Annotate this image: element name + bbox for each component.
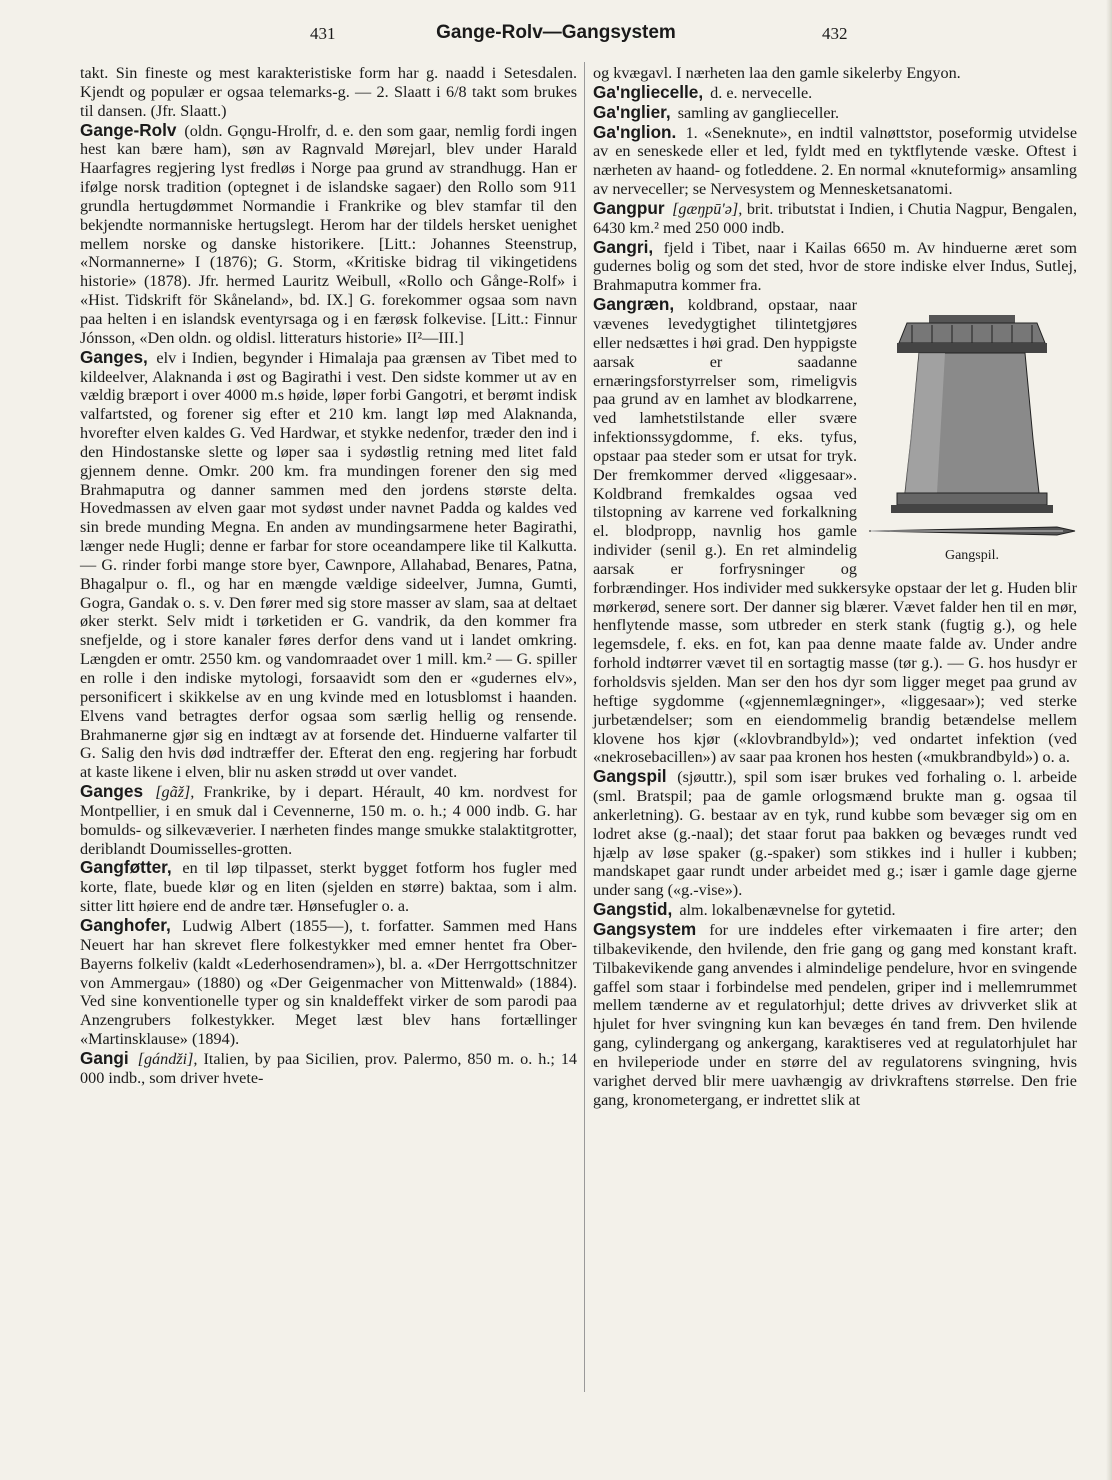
- column-divider: [584, 62, 585, 1392]
- figure-caption: Gangspil.: [944, 548, 1000, 564]
- headword: Gangi: [80, 1047, 129, 1068]
- capstan-figure: [867, 309, 1077, 567]
- capstan-base: [897, 493, 1047, 505]
- continued-text: takt. Sin fineste og mest karakteristiske form har g. naadd i Setesdalen. Kjendt og populær er ogsaa telemarks-g. — 2. Slaatt i 6/8 takt som brukes til dansen. (Jfr. Slaatt.): [80, 64, 577, 120]
- capstan-foot: [891, 505, 1053, 513]
- entry-text: fjeld i Tibet, naar i Kailas 6650 m. Av hinduerne æret som gudernes bolig og som det sted, hvor de store indiske elver Indus, Sutlej, Brahmaputra kommer fra.: [593, 238, 1078, 295]
- entry-text: koldbrand, opstaar, naar vævenes levedygtighet tilintetgjøres eller nedsættes i høi grad. Den hyppigste aarsak er saadanne ernæringsforstyrrelser som, rimeligvis paa grund av en lamhet av blodkarrene, ved lamhetstilstande eller svære infektionssygdomme, f. eks. tyfus, opstaar paa steder som er utsat for tryk. Der fremkommer derved «liggesaar». Koldbrand fremkaldes ogsaa ved tilstopning av karrene ved forkalkning el. blodpropp, navnlig hos gamle individer (senil g.). En ret almindelig aarsak er forfrysninger og forbrændinger. Hos individer med sukkersyke opstaar der let g. Huden blir mørkerød, senere sort. Der danner sig blærer. Vævet falder hen til en mør, henflytende masse, som utbreder en sterk stank (fugtig g.), og hele legemsdele, f. eks. en fot, kan paa denne maate falde av. Under andre forhold indtørrer vævet til en sortagtig masse (tør g.). — G. hos husdyr er forholdsvis sjelden. Man ser den hos dyr som ligger meget paa grund av heftige sygdomme («gjennemlægninger», «liggesaar»); ved sterke jurbetændelser; som en eiendommelig brandig betændelse mellem klovene hos kjør («klovbrandbyld»); ved ondartet infektion (ved «nekrosebacillen») av saar paa kronen hos hesten («mukbrandbyld») o. a.: [593, 296, 1077, 767]
- entry-gangri: [593, 238, 1077, 296]
- capstan-top: [929, 315, 1015, 323]
- entry-text: alm. lokalbenævnelse for gytetid.: [679, 901, 896, 920]
- entry-text: Frankrike, by i depart. Hérault, 40 km. nordvest for Montpellier, i en smuk dal i Cevennerne, 150 m. o. h.; 4 000 indb. G. har bomulds- og silkevæverier. I nærheten findes mange smukke stalaktitgrotter, deriblandt Doumisselles-grotten.: [80, 783, 577, 858]
- pronunciation: [gæŋpū'ə],: [672, 199, 743, 218]
- headword: Ganghofer,: [80, 914, 171, 935]
- headword: Ga'nglier,: [593, 101, 671, 122]
- right-page-number: 432: [822, 24, 848, 43]
- capstan-illustration: [867, 309, 1077, 545]
- entry-gangliecelle: [593, 83, 1077, 103]
- entry-gangspil: [593, 767, 1077, 900]
- page-edge: [1106, 0, 1112, 1480]
- pronunciation: [gándži],: [137, 1049, 198, 1068]
- headword: Ganges: [80, 781, 144, 802]
- entry-gangpur: [593, 199, 1077, 238]
- headword: Ganges,: [80, 346, 148, 367]
- headword: Ga'nglion.: [593, 121, 677, 142]
- entry-text: (sjøuttr.), spil som især brukes ved forhaling o. l. arbeide (sml. Bratspil; paa de gamle orlogsmænd brukte man g. ogsaa til ankerletning). G. bestaar av en tyk, rund kubbe som bevæger sig om en lodret akse (g.-naal); det staar forut paa bakken og bevæges rundt ved hjælp av løse spaker (g.-spaker) som stikkes ind i huller i kubben; mandskapet gaar rundt under arbeidet med g.; især i gamle dage gjerne under sang («g.-vise»).: [593, 768, 1077, 900]
- running-title: Gange-Rolv—Gangsystem: [436, 22, 676, 43]
- headword: Gangføtter,: [80, 857, 172, 878]
- right-column: [593, 64, 1077, 1109]
- capstan-rim: [897, 343, 1047, 353]
- entry-text: (oldn. Gǫngu-Hrolfr, d. e. den som gaar, nemlig fordi ingen hest kan bære ham), søn av Ragnvald Mørejarl, blev under Harald Haarfagres regjering lyst fredløs i Norge paa grund av strandhugg. Han er ifølge norsk tradition (optegnet i de islandske sagaer) den Rollo som 911 grundla hertugdømmet Normandie i Frankrike og blev stamfar til den bekjendte normanniske hertugslegt. Herom har der tildels hersket uenighet mellem norske og danske historikere. [Litt.: Johannes Steenstrup, «Normannerne» I (1876); G. Storm, «Kritiske bidrag til vikingetidens historie» (1878). Jfr. hermed Lauritz Weibull, «Rollo och Gånge-Rolf» i «Hist. Tidskrift för Skåneland», bd. IX.] G. forekommer ogsaa som navn paa helten i en islandsk eventyrsaga og i en færøsk folkevise. [Litt.: Finnur Jónsson, «Den oldn. og oldisl. litteraturs historie» II²—III.]: [80, 121, 577, 347]
- entry-ganglion: [593, 123, 1077, 199]
- pronunciation: [gãž],: [155, 783, 195, 802]
- entry-text: brit. tributstat i Indien, i Chutia Nagpur, Bengalen, 6430 km.² med 250 000 indb.: [593, 199, 1078, 237]
- page-header: [0, 22, 1112, 52]
- entry-ganges-town: [80, 782, 577, 858]
- entry-text: Italien, by paa Sicilien, prov. Palermo, 850 m. o. h.; 14 000 indb., som driver hvete-: [80, 1049, 578, 1087]
- entry-gangsystem: [593, 920, 1077, 1109]
- left-page-number: 431: [310, 24, 336, 43]
- entry-text: 1. «Seneknute», en indtil valnøttstor, poseformig utvidelse av en seneskede eller et led, fyldt med en tyktflytende væske. Oftest i nærheten av haand- og fotleddene. 2. En normal «knuteformig» ansamling av nerveceller; se Nervesystem og Mennesketsanatomi.: [593, 123, 1078, 199]
- entry-ganghofer: [80, 916, 577, 1049]
- entry-text: en til løp tilpasset, sterkt bygget fotform hos fugler med korte, flate, buede klør og en liten (sjelden en større) baktaa, som i alm. sitter litt høiere end de andre tær. Hønsefugler o. a.: [80, 859, 578, 916]
- headword: Gangræn,: [593, 294, 675, 315]
- headword: Gange-Rolv: [80, 119, 177, 140]
- entry-gangstid: [593, 900, 1077, 920]
- headword: Ga'ngliecelle,: [593, 81, 704, 102]
- left-column: [80, 64, 577, 1088]
- headword: Gangspil: [593, 766, 667, 787]
- entry-text: Ludwig Albert (1855—), t. forfatter. Sammen med Hans Neuert har han skrevet flere folkestykker med emner hentet fra Ober-Bayerns folkeliv (kaldt «Lederhosendramen»), bl. a. «Der Herrgottschnitzer von Ammergau» (1880) og «Der Geigenmacher von Mittenwald» (1884). Ved sine konventionelle typer og sin knaldeffekt virker de som parodi paa Anzengrubers folkestykker. Meget læst blev hans fortællinger «Martinsklause» (1894).: [80, 916, 578, 1049]
- entry-gangi: [80, 1049, 577, 1088]
- headword: Gangstid,: [593, 899, 673, 920]
- entry-gangfotter: [80, 858, 577, 916]
- entry-text: d. e. nervecelle.: [710, 83, 813, 102]
- entry-text: samling av ganglieceller.: [677, 103, 840, 122]
- continued-text: og kvægavl. I nærheten laa den gamle sikelerby Engyon.: [593, 64, 961, 82]
- entry-ganges-river: [80, 348, 577, 782]
- headword: Gangpur: [593, 197, 665, 218]
- entry-gange-rolv: [80, 121, 577, 348]
- headword: Gangsystem: [593, 918, 697, 939]
- headword: Gangri,: [593, 236, 654, 257]
- entry-text: for ure inddeles efter virkemaaten i fire arter; den tilbakevikende, den hvilende, den frie gang og gang med konstant kraft. Tilbakevikende gang anvendes i almindelige pendelure, hvor en svingende gaffel som staar i forbindelse med pendelen, griper ind i mellemrummet mellem tænderne av et regulatorhjul; dette drives av drivverket slik at hjulet for hver svingning kun kan bevæges én tand frem. Den hvilende gang, cylindergang og ankergang, karaktiseres ved at regulatorhjulet har en hvileperiode under en større del av regulatorens svingning, hvis varighet derved blir mere uavhængig av drivkraftens størrelse. Den frie gang, kronometergang, er indrettet slik at: [593, 920, 1077, 1109]
- entry-ganglier: [593, 103, 1077, 123]
- entry-text: elv i Indien, begynder i Himalaja paa grænsen av Tibet med to kildeelver, Alaknanda i øst og Bagirathi i vest. Den sidste kommer ut av en vældig bræport i over 4000 m.s høide, løper forbi Gangotri, et berømt indisk valfartsted, og forener sig efter et 210 km. langt løp med Alaknanda, hvorefter elven kaldes G. Ved Hardwar, et stykke nedenfor, træder den ind i den Hindostanske slette og løper saa i sydøstlig retning med litet fald gjennem denne. Omkr. 200 km. fra mundingen forener den sig med Brahmaputra og danner sammen med den jordens største delta. Hovedmassen av elven gaar mot sydøst under navnet Padda og kaldes ved sin brede munding Megna. En anden av mundingsarmene heter Bagirathi, længer nede Hugli; denne er farbar for store oceandampere like til Kalkutta. — G. rinder forbi mange store byer, Cawnpore, Allahabad, Benares, Patna, Bhagalpur o. fl., og har en mængde vældige sideelver, Jumna, Gumti, Gogra, Gandak o. s. v. Den fører med sig store masser av slam, saa at deltaet øker sterkt. Selv midt i tørketiden er G. vandrik, da den kommer fra snefjelde, og i store kanaler føres derfor dens vand ut i landet omkring. Længden er omtr. 2550 km. og vandomraadet over 1 mill. km.² — G. spiller en rolle i den indiske mytologi, forsaavidt som den er «gudernes elv», personificert i skikkelse av en ung kvinde med en lotusblomst i haanden. Elvens vand betragtes derfor ogsaa som særlig hellig og rensende. Brahmanerne gjør sig en indtægt av at forsende det. Hinduerne valfarter til G. Salig den hvis død indtræffer der. Efterat den eng. regjering har forbudt at kaste likene i elven, blir nu asken strødd ut over vandet.: [80, 348, 578, 782]
